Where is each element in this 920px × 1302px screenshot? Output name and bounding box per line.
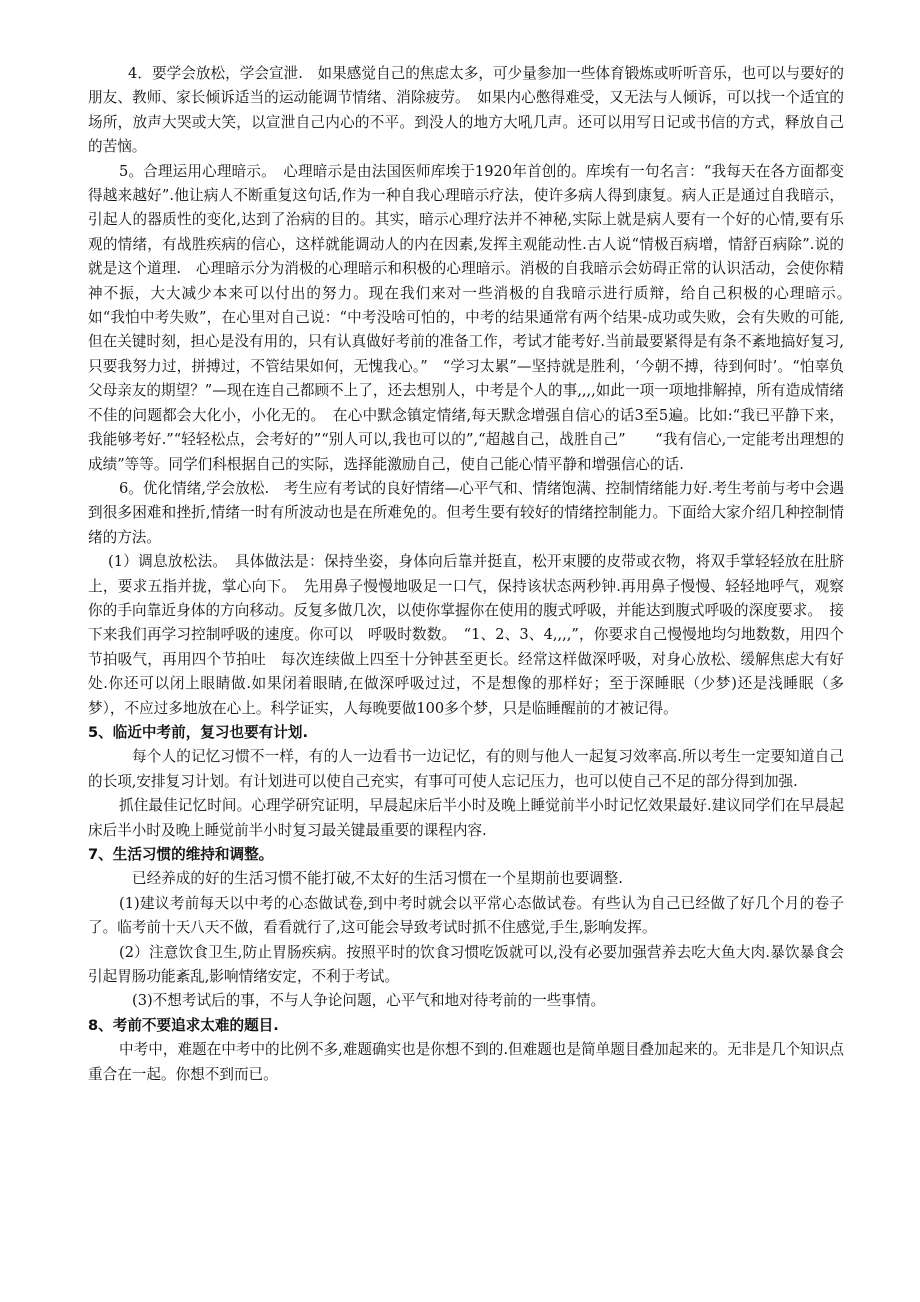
heading-7-habits: 7、生活习惯的维持和调整。	[88, 846, 274, 863]
heading-5-review-plan: 5、临近中考前，复习也要有计划.	[88, 723, 309, 741]
paragraph-6-breathing: (1）调息放松法。 具体做法是：保持坐姿，身体向后靠并挺直，松开束腰的皮带或衣物，将双手掌轻轻放在肚脐上，要求五指并拢，掌心向下。 先用鼻子慢慢地吸足一口气，保持该状态两秒钟.再用鼻子慢慢、轻轻地呼气，观察你的手向靠近身体的方向移动。反复多做几次，以使你掌握你在使用的腹式呼吸，并能达到腹式呼吸的深度要求。 接下来我们再学习控制呼吸的速度。你可以 呼吸时数数。 “1、2、3、4,,,,”，你要求自己慢慢地均匀地数数，用四个节拍吸气，再用四个节拍吐 每次连续做上四至十分钟甚至更长。经常这样做深呼吸，对身心放松、缓解焦虑大有好处.你还可以闭上眼睛做.如果闭着眼睛,在做深呼吸过过，不是想像的那样好；至于深睡眠（少梦)还是浅睡眠（多梦），不应过多地放在心上。科学证实，人每晚要做100多个梦，只是临睡醒前的才被记得。	[88, 553, 844, 717]
paragraph-review-memory: 每个人的记忆习惯不一样，有的人一边看书一边记忆，有的则与他人一起复习效率高.所以考生一定要知道自己的长项,安排复习计划。有计划进可以使自己充实，有事可可使人忘记压力，也可以使自己不足的部分得到加强.	[88, 748, 844, 790]
paragraph-habits-intro: 已经养成的好的生活习惯不能打破,不太好的生活习惯在一个星期前也要调整.	[132, 870, 623, 888]
paragraph-habits-2: (2）注意饮食卫生,防止胃肠疾病。按照平时的饮食习惯吃饭就可以,没有必要加强营养去吃大鱼大肉.暴饮暴食会引起胃肠功能紊乱,影响情绪安定，不利于考试。	[88, 943, 844, 986]
paragraph-habits-3: (3)不想考试后的事，不与人争论问题，心平气和地对待考前的一些事情。	[132, 992, 606, 1010]
paragraph-4-relax: 4．要学会放松，学会宣泄. 如果感觉自己的焦虑太多，可少量参加一些体育锻炼或听听音乐，也可以与要好的朋友、教师、家长倾诉适当的运动能调节情绪、消除疲劳。 如果内心憋得难受，又无法与人倾诉，可以找一个适宜的场所，放声大哭或大笑，以宣泄自己内心的不平。到没人的地方大吼几声。还可以用写日记或书信的方式，释放自己的苦恼。	[88, 65, 844, 156]
heading-8-difficult-problems: 8、考前不要追求太难的题目.	[88, 1016, 279, 1034]
paragraph-difficult-problems: 中考中，难题在中考中的比例不多,难题确实也是你想不到的.但难题也是简单题目叠加起来的。无非是几个知识点重合在一起。你想不到而已。	[88, 1041, 844, 1083]
paragraph-habits-1: (1)建议考前每天以中考的心态做试卷,到中考时就会以平常心态做试卷。有些认为自己已经做了好几个月的卷子了。临考前十天八天不做，看看就行了,这可能会导致考试时抓不住感觉,手生,影响发挥。	[88, 894, 844, 937]
paragraph-6-emotion: 6。优化情绪,学会放松. 考生应有考试的良好情绪—心平气和、情绪饱满、控制情绪能力好.考生考前与考中会遇到很多困难和挫折,情绪一时有所波动也是在所难免的。但考生要有较好的情绪控制能力。下面给大家介绍几种控制情绪的方法。	[88, 479, 844, 546]
document-page	[88, 62, 859, 1087]
paragraph-5-suggestion: 5。合理运用心理暗示。 心理暗示是由法国医师库埃于1920年首创的。库埃有一句名言：“我每天在各方面都变得越来越好”.他让病人不断重复这句话,作为一种自我心理暗示疗法，使许多病人得到康复。病人正是通过自我暗示，引起人的器质性的变化,达到了治病的目的。其实，暗示心理疗法并不神秘,实际上就是病人要有一个好的心情,要有乐观的情绪，有战胜疾病的信心，这样就能调动人的内在因素,发挥主观能动性.古人说“情极百病增，情舒百病除”.说的就是这个道理. 心理暗示分为消极的心理暗示和积极的心理暗示。消极的自我暗示会妨碍正常的认识活动，会使你精神不振，大大减少本来可以付出的努力。现在我们来对一些消极的自我暗示进行质辩，给自己积极的心理暗示。 如“我怕中考失败”，在心里对自己说：“中考没啥可怕的，中考的结果通常有两个结果-成功或失败，会有失败的可能,但在关键时刻，担心是没有用的，只有认真做好考前的准备工作，考试才能考好.当前最要紧得是有条不紊地搞好复习,只要我努力过，拼搏过，不管结果如何，无愧我心。” “学习太累”—坚持就是胜利，‘今朝不搏，待到何时’。“怕辜负父母亲友的期望？”—现在连自己都顾不上了，还去想别人，中考是个人的事,,,,如此一项一项地排解掉，所有造成情绪不佳的问题都会大化小，小化无的。 在心中默念镇定情绪,每天默念增强自信心的话3至5遍。比如:“我已平静下来，我能够考好.”“轻轻松点，会考好的”“别人可以,我也可以的”,“超越自己，战胜自己” “我有信心,一定能考出理想的成绩”等等。同学们科根据自己的实际，选择能激励自己，使自己能心情平静和增强信心的话.	[88, 162, 859, 473]
paragraph-best-memory-time: 抓住最佳记忆时间。心理学研究证明，早晨起床后半小时及晚上睡觉前半小时记忆效果最好.建议同学们在早晨起床后半小时及晚上睡觉前半小时复习最关键最重要的课程内容.	[88, 797, 844, 839]
